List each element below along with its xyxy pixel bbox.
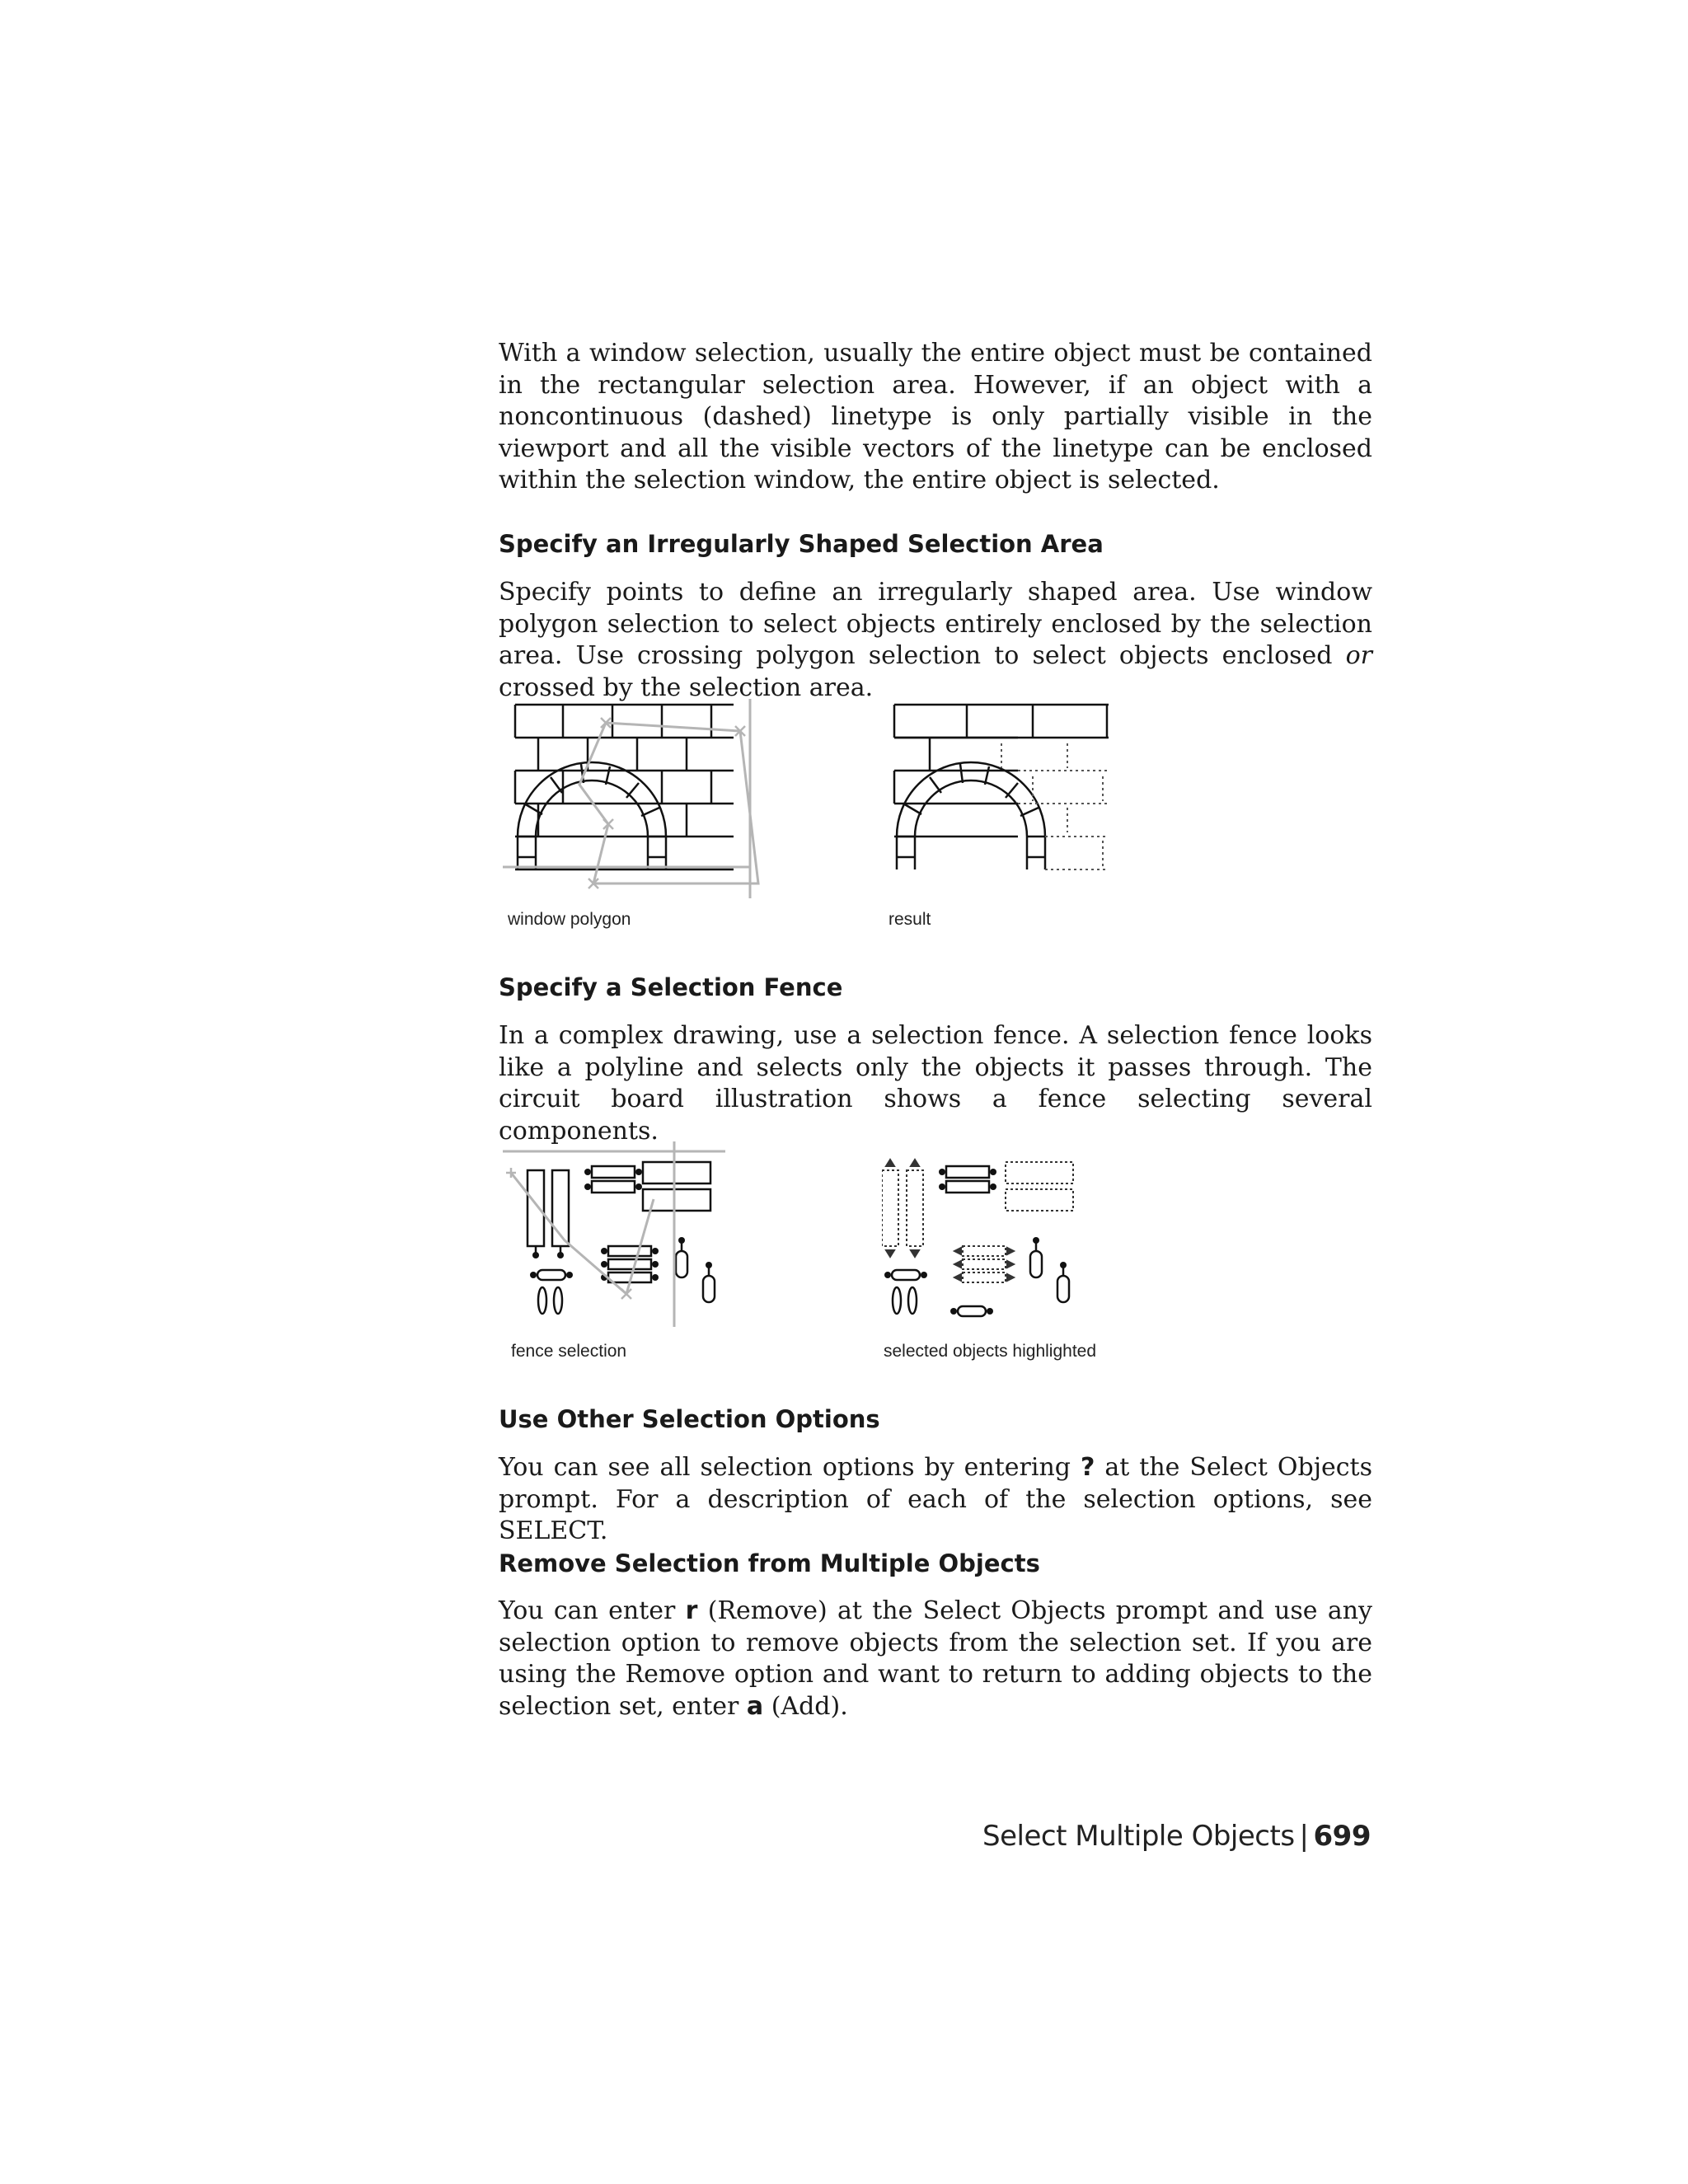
heading-remove-selection: Remove Selection from Multiple Objects (499, 1549, 1040, 1577)
caption-selected-objects: selected objects highlighted (884, 1342, 1097, 1361)
component-pins (530, 1169, 712, 1281)
emphasis-or: or (1345, 641, 1372, 670)
circuit-board-drawing (528, 1162, 715, 1314)
fence-selection-figure (503, 1141, 734, 1339)
selected-objects-figure (882, 1141, 1113, 1339)
add-command-a: a (746, 1691, 764, 1721)
heading-other-selection-options: Use Other Selection Options (499, 1405, 880, 1433)
other-selection-options-paragraph: You can see all selection options by entering ? at the Select Objects prompt. For a description of each of the selection options, see SELECT. (499, 1453, 1372, 1545)
result-figure (882, 692, 1129, 907)
intro-paragraph: With a window selection, usually the entire object must be contained in the rectangular selection area. However, if an object with a noncontinuous (dashed) linetype is only partially visible in the viewport and all the visible vectors of the linetype can be enclosed within the selection window, the entire object is selected. (499, 339, 1372, 494)
heading-selection-fence: Specify a Selection Fence (499, 973, 843, 1001)
result-wall-drawing (894, 705, 1109, 869)
remove-command-r: r (685, 1596, 698, 1625)
page-number: 699 (1313, 1820, 1371, 1853)
caption-fence-selection: fence selection (511, 1342, 627, 1361)
unselected-pins (884, 1169, 1067, 1315)
caption-result: result (889, 910, 931, 929)
footer-title: Select Multiple Objects (982, 1820, 1295, 1853)
remove-selection-paragraph: You can enter r (Remove) at the Select Objects prompt and use any selection option to remove objects from the selection set. If you are using the Remove option and want to return to adding objects to the selection set, enter a (Add). (499, 1596, 1372, 1721)
selection-fence-paragraph: In a complex drawing, use a selection fence. A selection fence looks like a polyline and selects only the objects it passes through. The circuit board illustration shows a fence selecting several components. (499, 1021, 1372, 1146)
heading-irregular-selection-area: Specify an Irregularly Shaped Selection Area (499, 530, 1104, 558)
caption-window-polygon: window polygon (508, 910, 631, 929)
window-polygon-outline (503, 699, 758, 898)
window-polygon-figure (503, 692, 775, 907)
irregular-selection-paragraph: Specify points to define an irregularly shaped area. Use window polygon selection to select objects entirely enclosed by the selection area. Use crossing polygon selection to select objects enclosed or crossed by the selection area. (499, 578, 1372, 702)
footer-separator: | (1299, 1820, 1309, 1853)
page-footer (982, 1820, 1371, 1853)
question-mark-command: ? (1080, 1453, 1095, 1482)
